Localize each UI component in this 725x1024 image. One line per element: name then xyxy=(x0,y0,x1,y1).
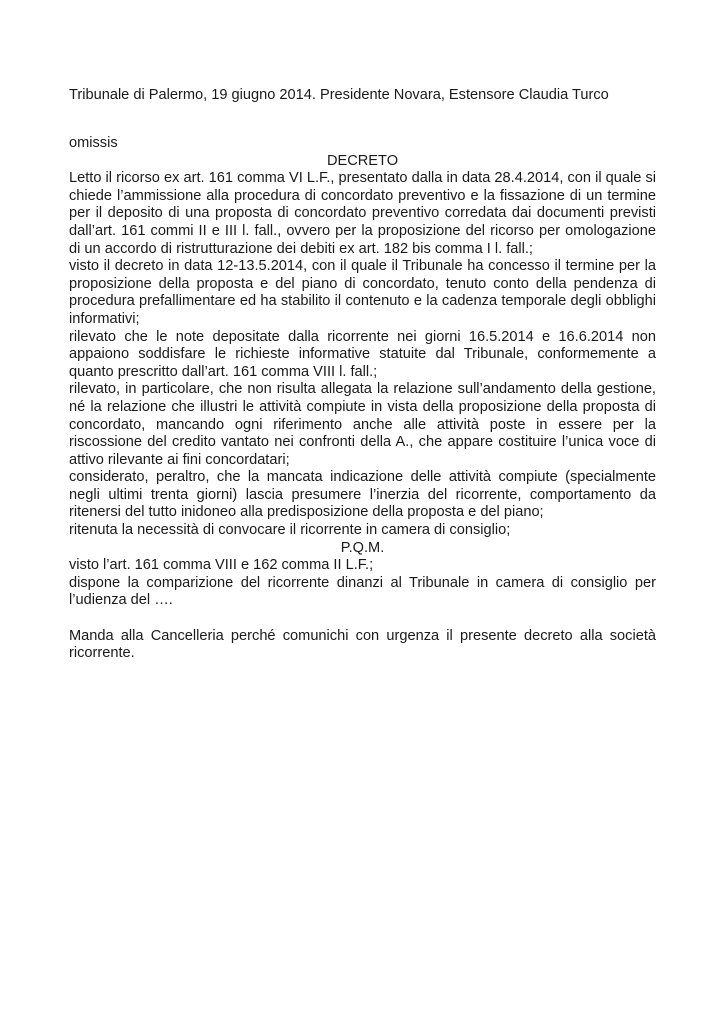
paragraph-considerato: considerato, peraltro, che la mancata indicazione delle attività compiute (specialmente negli ultimi trenta giorni) lascia presumere l’inerzia del ricorrente, comportamento da ritenersi del tutto inidoneo alla predisposizione della proposta e del piano; xyxy=(69,469,656,521)
document-body xyxy=(69,135,656,663)
paragraph-ritenuta: ritenuta la necessità di convocare il ricorrente in camera di consiglio; xyxy=(69,522,511,539)
dispositive-dispone: dispone la comparizione del ricorrente dinanzi al Tribunale in camera di consiglio per l’udienza del …. xyxy=(69,574,656,609)
paragraph-letto: Letto il ricorso ex art. 161 comma VI L.F., presentato dalla in data 28.4.2014, con il quale si chiede l’ammissione alla procedura di concordato preventivo e la fissazione di un termine per il deposito di una proposta di concordato preventivo corredata dai documenti previsti dall’art. 161 commi II e III l. fall., ovvero per la proposizione del ricorso per omologazione di un accordo di ristrutturazione dei debiti ex art. 182 bis comma I l. fall.; xyxy=(69,170,656,257)
paragraph-rilevato-note: rilevato che le note depositate dalla ricorrente nei giorni 16.5.2014 e 16.6.2014 non appaiono soddisfare le richieste informative statuite dal Tribunale, conformemente a quanto prescritto dall’art. 161 comma VIII l. fall.; xyxy=(69,328,656,380)
decree-title: DECRETO xyxy=(326,152,399,169)
dispositive-visto: visto l’art. 161 comma VIII e 162 comma II L.F.; xyxy=(69,557,374,574)
paragraph-rilevato-particolare: rilevato, in particolare, che non risulta allegata la relazione sull’andamento della gestione, né la relazione che illustri le attività compiute in vista della proposizione della proposta di concordato, mancando ogni riferimento anche alle attività poste in essere per la riscossione del credito vantato nei confronti della A., che appare costituire l’unica voce di attivo rilevante ai fini concordatari; xyxy=(69,381,656,468)
omissis-label: omissis xyxy=(69,135,118,151)
document-header: Tribunale di Palermo, 19 giugno 2014. Presidente Novara, Estensore Claudia Turco xyxy=(69,87,609,103)
paragraph-visto: visto il decreto in data 12-13.5.2014, con il quale il Tribunale ha concesso il termine per la proposizione della proposta e del piano di concordato, tenuto conto della pendenza di procedura prefallimentare ed ha stabilito il contenuto e la cadenza temporale degli obblighi informativi; xyxy=(69,258,656,327)
pqm-heading: P.Q.M. xyxy=(340,539,385,556)
closing-paragraph: Manda alla Cancelleria perché comunichi con urgenza il presente decreto alla società ricorrente. xyxy=(69,627,656,662)
